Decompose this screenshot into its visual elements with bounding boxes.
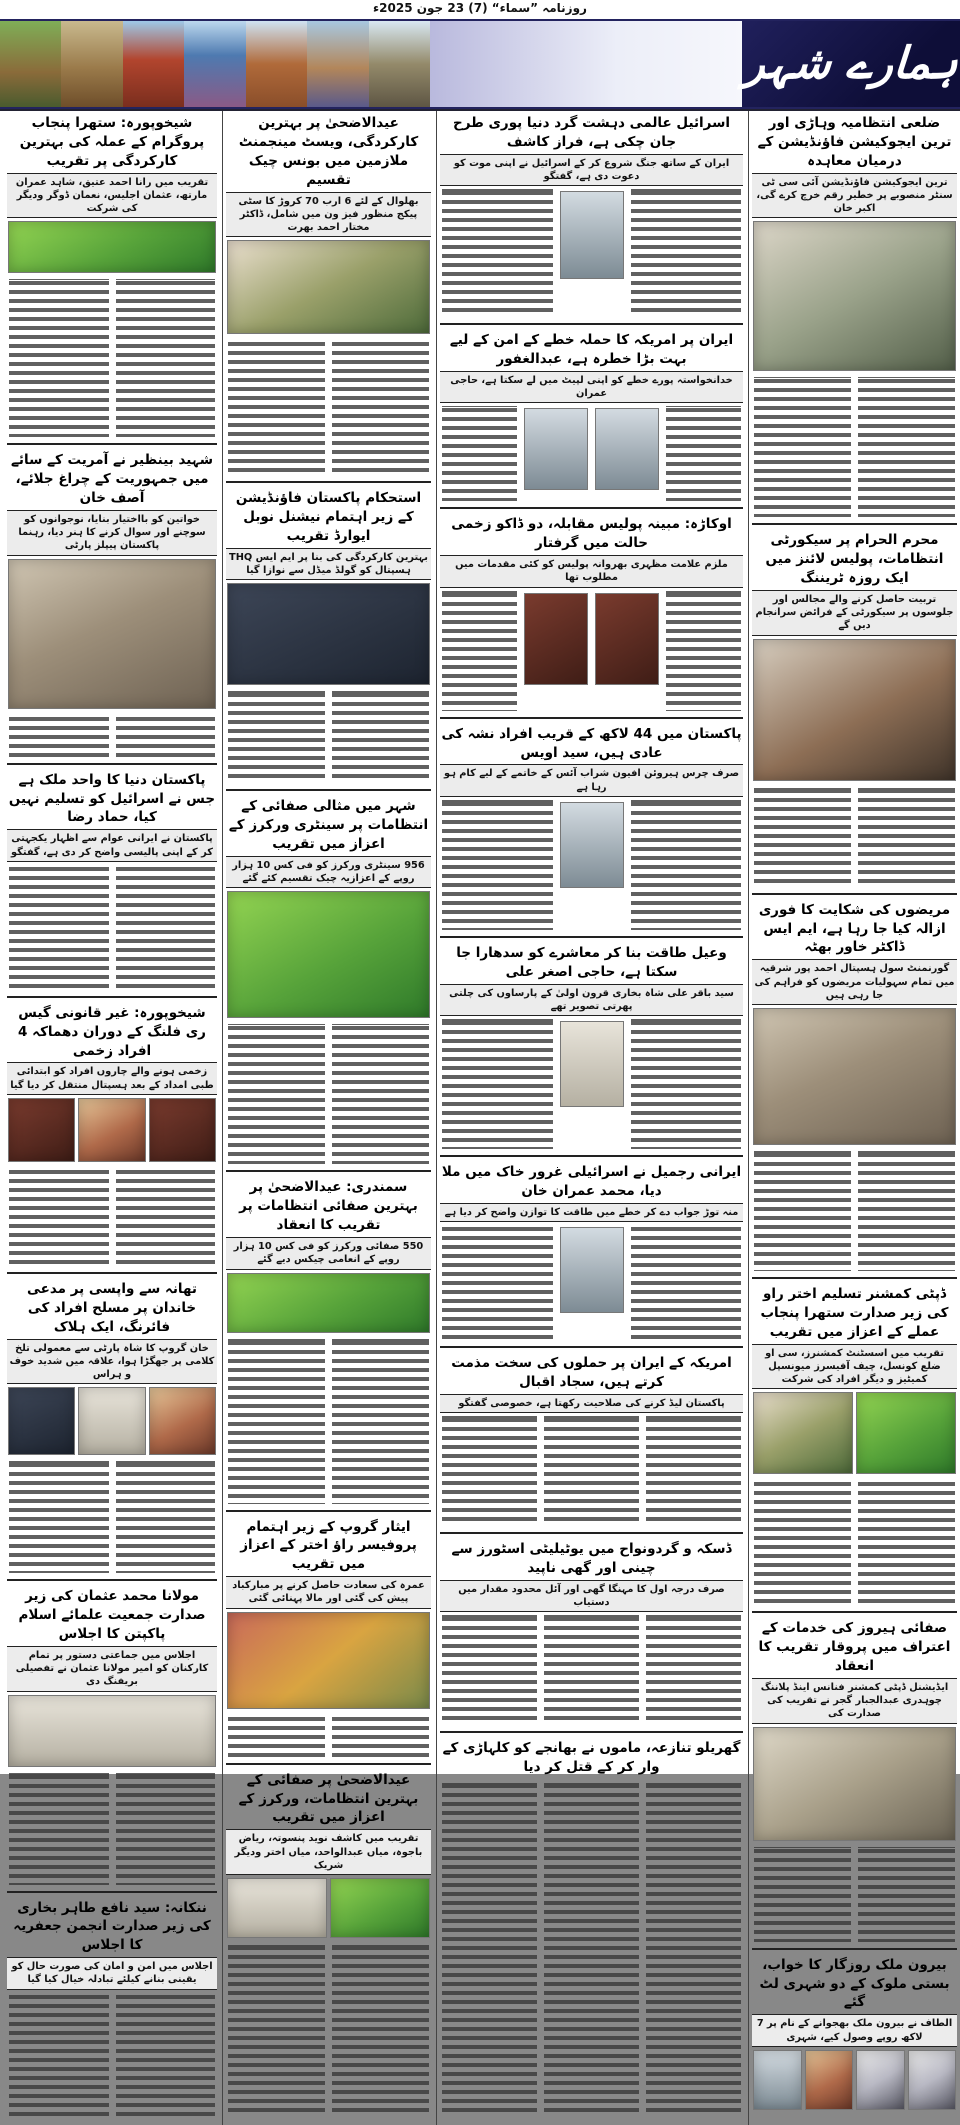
article-subhead: منہ توڑ جواب دے کر خطے میں طاقت کا توازن واضح کر دیا ہے xyxy=(440,1203,743,1222)
article-haji-asghar-ali xyxy=(440,941,743,1157)
photo-injured-suspect xyxy=(595,593,659,685)
page-title: ہمارے شہر xyxy=(742,38,960,89)
article-sajjad-iqbal-statement xyxy=(440,1351,743,1534)
article-subhead: خان گروپ کا شاہ پارٹی سے معمولی تلخ کلامی پر جھگڑا ہوا، علاقہ میں شدید خوف و ہراس xyxy=(7,1339,217,1385)
article-subhead: تقریب میں اسسٹنٹ کمشنرز، سی او ضلع کونسل، چیف آفیسرز میونسپل کمیٹیز و دیگر افراد کی شرکت xyxy=(752,1344,957,1390)
photo-clerics-group xyxy=(8,1695,216,1767)
article-headline: شیخوپورہ: غیر قانونی گیس ری فلنگ کے دوران دھماکہ 4 افراد زخمی xyxy=(18,1004,206,1059)
article-body-text xyxy=(9,279,215,437)
monument-photo xyxy=(0,21,61,107)
article-headline: پاکستان میں 44 لاکھ کے قریب افراد نشہ کی عادی ہیں، سید اویس xyxy=(441,725,742,761)
photo-portrait xyxy=(560,802,624,888)
article-subhead: عمرہ کی سعادت حاصل کرنے پر مبارکباد پیش کی گئی اور مالا پہنائی گئی xyxy=(226,1576,431,1608)
article-headline: سمندری: عیدالاضحیٰ پر بہترین صفائی انتظامات پر تقریب کا انعقاد xyxy=(239,1179,418,1234)
article-israel-faraz-kashif xyxy=(440,111,743,325)
article-subhead: تربیت حاصل کرنے والے مجالس اور جلوسوں پر سیکورٹی کے فرائض سرانجام دیں گے xyxy=(752,590,957,636)
article-body-text xyxy=(442,1019,741,1149)
article-subhead: ملزم علامت مظہری بھروانہ پولیس کو کئی مقدمات میں مطلوب تھا xyxy=(440,555,743,587)
article-body-text xyxy=(442,189,741,317)
photo-row xyxy=(8,1387,216,1455)
article-body-text xyxy=(442,1416,741,1526)
monument-photo xyxy=(369,21,430,107)
article-body-text xyxy=(228,691,429,783)
photo-cheque-presentation xyxy=(753,1727,956,1841)
article-jui-pakpattan-meeting xyxy=(7,1584,217,1892)
article-headline: اسرائیل عالمی دہشت گرد دنیا پوری طرح جان چکی ہے، فراز کاشف xyxy=(453,115,730,150)
article-nankana-anjuman-jafria xyxy=(7,1896,217,2122)
article-subhead: ایڈیشنل ڈپٹی کمشنر فنانس اینڈ پلاننگ چوہدری عبدالجبار گجر نے تقریب کی صدارت کی xyxy=(752,1678,957,1724)
article-subhead: صرف درجہ اول کا مہنگا گھی اور آئل محدود مقدار میں دستیاب xyxy=(440,1580,743,1612)
article-dc-suthra-punjab-ceremony xyxy=(752,1282,957,1613)
article-subhead: خواتین کو بااختیار بنایا، نوجوانوں کو سوچنے اور سوال کرنے کا ہنر دیا، رہنما پاکستان پیپلز پارٹی xyxy=(7,510,217,556)
article-rao-akhtar-honour xyxy=(226,1515,431,1765)
article-headline: عیدالاضحیٰ پر بہترین کارکردگی، ویسٹ مینجمنٹ ملازمین میں بونس چیک تقسیم xyxy=(238,115,419,188)
photo-burn-victim xyxy=(149,1098,216,1162)
article-body-text xyxy=(9,1461,215,1573)
article-headline: ایرانی رجمیل نے اسرائیلی غرور خاک میں ملا دیا، محمد عمران خان xyxy=(441,1164,742,1199)
article-subhead: اجلاس میں جماعتی دستور پر تمام کارکنان کو امیر مولانا عثمان نے تفصیلی بریفنگ دی xyxy=(7,1646,217,1692)
article-headline: ننکانہ: سید نافع طاہر بخاری کی زیر صدارت انجمن جعفریہ کا اجلاس xyxy=(13,1899,211,1954)
photo-workers-group xyxy=(227,891,430,1018)
photo-garland-ceremony xyxy=(227,1612,430,1709)
article-headline: ضلعی انتظامیہ وہاڑی اور ترین ایجوکیشن فاؤنڈیشن کے درمیان معاہدہ xyxy=(757,115,952,169)
article-body-text xyxy=(442,1782,741,2116)
photo-hall-audience xyxy=(227,1878,327,1938)
photo-ceremony-right xyxy=(753,1392,853,1474)
photo-row xyxy=(753,2050,956,2110)
article-headline: ایران پر امریکہ کا حملہ خطے کے امن کے لیے بہت بڑا خطرہ ہے، عبدالغفور xyxy=(449,332,734,368)
article-body-text xyxy=(442,1615,741,1725)
photo-documents xyxy=(856,2050,905,2110)
photo-office-meeting xyxy=(753,1008,956,1145)
article-body-text xyxy=(442,406,741,501)
article-subhead: زخمی ہونے والے چاروں افراد کو ابتدائی طبی امداد کے بعد ہسپتال منتقل کر دیا گیا xyxy=(7,1062,217,1094)
article-subhead: گورنمنٹ سول ہسپتال احمد پور شرقیہ میں تمام سہولیات مریضوں کو فراہم کی جا رہی ہیں xyxy=(752,959,957,1005)
article-subhead: تقریب میں رانا احمد عتیق، شاہد عمران مارتھ، عثمان اجلیس، نعمان ڈوگر ودیگر کی شرکت xyxy=(7,173,217,219)
article-subhead: صرف چرس ہیروئن افیون شراب آئس کے خاتمے کے لیے کام ہو رہا ہے xyxy=(440,764,743,796)
article-subhead: ترین ایجوکیشن فاؤنڈیشن آئی سی ٹی سنٹر منصوبے پر خطیر رقم خرچ کرے گی، اکبر خان xyxy=(752,173,957,219)
article-headline: مریضوں کی شکایت کا فوری ازالہ کیا جا رہا ہے، ایم ایس ڈاکٹر خاور بھٹہ xyxy=(758,901,951,956)
article-eid-cleanliness-workers xyxy=(226,1768,431,2122)
monument-photo xyxy=(123,21,184,107)
article-body-text xyxy=(754,787,955,887)
article-headline: ایثار گروپ کے زیر اہتمام پروفیسر راؤ اختر کے اعزاز میں تقریب xyxy=(240,1518,417,1573)
article-body-text xyxy=(442,1225,741,1340)
photo-row xyxy=(8,1098,216,1162)
masthead-title-panel xyxy=(742,21,960,107)
article-body-text xyxy=(228,1944,429,2116)
photo-deceased xyxy=(8,1387,75,1455)
article-subhead: پاکستان نے ایرانی عوام سے اظہار یکجہتی کر کے اپنی پالیسی واضح کر دی ہے، گفتگو xyxy=(7,829,217,861)
photo-portrait xyxy=(524,408,588,490)
monument-photo xyxy=(307,21,368,107)
article-headline: وعیل طاقت بنا کر معاشرے کو سدھارا جا سکتا ہے، حاجی اصغر علی xyxy=(456,944,727,980)
article-iran-us-attack xyxy=(440,328,743,509)
photo-injured-man xyxy=(149,1387,216,1455)
article-body-text xyxy=(228,1024,429,1164)
masthead-banner xyxy=(0,19,960,109)
article-drug-addiction xyxy=(440,722,743,938)
photo-ceremony-left xyxy=(856,1392,956,1474)
article-firing-on-family xyxy=(7,1277,217,1581)
articles-grid xyxy=(0,109,960,2043)
article-body-text xyxy=(754,377,955,517)
photo-burn-victim xyxy=(8,1098,75,1162)
article-headline: عیدالاضحیٰ پر صفائی کے بہترین انتظامات، ورکرز کے اعزاز میں تقریب xyxy=(238,1771,419,1826)
article-safai-heroes xyxy=(752,1616,957,1949)
article-subhead: سید باقر علی شاہ بخاری قرون اولیٰ کے پارساوں کی چلتی پھرتی تصویر تھے xyxy=(440,984,743,1016)
photo-cake-cutting xyxy=(8,559,216,709)
monument-photo xyxy=(61,21,122,107)
article-956-sanitary-workers xyxy=(226,794,431,1172)
article-headline: اوکاڑہ: مبینہ پولیس مقابلہ، دو ڈاکو زخمی حالت میں گرفتار xyxy=(451,516,732,552)
article-imran-khan-statement xyxy=(440,1160,743,1348)
photo-portrait xyxy=(595,408,659,490)
article-headline: شہید بینظیر نے آمریت کے سائے میں جمہوریت کے چراغ جلائے، آصف خان xyxy=(11,452,213,507)
article-gas-refilling-blast xyxy=(7,1001,217,1274)
article-body-text xyxy=(228,1715,429,1757)
article-domestic-dispute-murder xyxy=(440,1736,743,2121)
article-headline: صفائی ہیروز کی خدمات کے اعتراف میں پروقار تقریب کا انعقاد xyxy=(758,1620,951,1675)
column-left xyxy=(4,111,220,2125)
article-subhead: 550 صفائی ورکرز کو فی کس 10 ہزار روپے کے انعامی چیکس دیے گئے xyxy=(226,1237,431,1269)
article-headline: بیرون ملک روزگار کا خواب، بستی ملوک کے دو شہری لٹ گئے xyxy=(759,1956,950,2011)
photo-stage-group xyxy=(227,583,430,685)
article-sheikhupura-suthra-punjab xyxy=(7,111,217,445)
article-subhead: تقریب میں کاشف نوید پنسوتہ، ریاض باجوہ، میاں عبدالواحد، میاں اختر ودیگر شریک xyxy=(226,1829,431,1875)
article-body-text xyxy=(754,1480,955,1605)
photo-award-shield xyxy=(227,240,430,334)
article-body-text xyxy=(754,1151,955,1271)
photo-row xyxy=(753,1392,956,1474)
article-headline: تھانہ سے واپسی پر مدعی خاندان پر مسلح افراد کی فائرنگ، ایک ہلاک xyxy=(26,1280,197,1335)
photo-workers-team xyxy=(227,1273,430,1333)
article-body-text xyxy=(9,715,215,757)
article-body-text xyxy=(9,1773,215,1885)
article-hospital-ms xyxy=(752,898,957,1279)
article-subhead: 956 سینٹری ورکرز کو فی کس 10 ہزار روپے کے اعزازیہ چیک تقسیم کئے گئے xyxy=(226,856,431,888)
photo-portrait xyxy=(560,191,624,279)
photo-security-check xyxy=(753,639,956,781)
article-headline: شہر میں مثالی صفائی کے انتظامات پر سینٹری ورکرز کے اعزاز میں تقریب xyxy=(228,798,429,853)
article-body-text xyxy=(442,591,741,711)
article-utility-stores-shortage xyxy=(440,1537,743,1733)
article-body-text xyxy=(9,1993,215,2116)
article-headline: استحکام پاکستان فاؤنڈیشن کے زیر اہتمام نیشنل نوبل ایوارڈ تقریب xyxy=(235,490,422,544)
monument-photo xyxy=(246,21,307,107)
photo-burn-victim xyxy=(78,1098,145,1162)
article-vehari-mou xyxy=(752,111,957,525)
photo-injured-suspect xyxy=(524,593,588,685)
article-subhead: خدانخواستہ پورے خطے کو اپنی لپیٹ میں لے سکتا ہے، حاجی عمران xyxy=(440,371,743,403)
monument-photo xyxy=(184,21,245,107)
article-subhead: بھلوال کے لئے 6 ارب 70 کروڑ کا سٹی پیکج منظور فیز ون میں شامل، ڈاکٹر مختار احمد بھرت xyxy=(226,192,431,238)
article-headline: ڈپٹی کمشنر تسلیم اختر راو کی زیر صدارت ستھرا پنجاب عملے کے اعزاز میں تقریب xyxy=(760,1285,949,1340)
article-body-text xyxy=(228,340,429,475)
article-okara-police-encounter xyxy=(440,512,743,718)
photo-mou-signing xyxy=(753,221,956,371)
photo-documents xyxy=(908,2050,957,2110)
article-body-text xyxy=(9,1168,215,1266)
article-muharram-security-training xyxy=(752,528,957,894)
masthead-fade xyxy=(430,21,742,107)
article-headline: شیخوپورہ: ستھرا پنجاب پروگرام کے عملہ کی بہترین کارکردگی پر تقریب xyxy=(19,115,205,169)
photo-row xyxy=(227,1878,430,1938)
column-right xyxy=(748,111,960,2125)
column-middle xyxy=(436,111,746,2125)
article-headline: ڈسکہ و گردونواح میں یوٹیلیٹی اسٹورز سے چینی اور گھی ناپید xyxy=(451,1541,732,1576)
photo-workers-certificates xyxy=(8,221,216,273)
photo-suspect xyxy=(753,2050,802,2110)
city-monuments-montage xyxy=(0,21,430,107)
photo-victims xyxy=(805,2050,854,2110)
article-headline: مولانا محمد عثمان کی زیر صدارت جمعیت علمائے اسلام پاکپتن کا اجلاس xyxy=(18,1588,206,1642)
article-headline: امریکہ کے ایران پر حملوں کی سخت مذمت کرتے ہیں، سجاد اقبال xyxy=(451,1355,732,1390)
photo-workers xyxy=(330,1878,430,1938)
article-headline: گھریلو تنازعہ، ماموں نے بھانجے کو کلہاڑی کے وار کر کے قتل کر دیا xyxy=(442,1740,741,1776)
article-subhead: بہترین کارکردگی کی بنا پر ایم ایس THQ ہسپتال کو گولڈ میڈل سے نوازا گیا xyxy=(226,548,431,580)
article-subhead: اجلاس میں امن و امان کی صورت حال کو یقینی بنانے کیلئے تبادلہ خیال کیا گیا xyxy=(7,1957,217,1989)
dateline: روزنامہ ”سماء“ (7) 23 جون 2025ء xyxy=(373,1,587,15)
column-second-left xyxy=(222,111,434,2125)
article-body-text xyxy=(9,865,215,990)
article-body-text xyxy=(228,1339,429,1504)
article-hammad-raza-israel xyxy=(7,768,217,998)
article-bhalwal-bonus-cheques xyxy=(226,111,431,483)
article-body-text xyxy=(754,1847,955,1942)
article-nobel-award-ceremony xyxy=(226,486,431,791)
article-basti-malook-fraud xyxy=(752,1953,957,2122)
article-samundri-550-workers xyxy=(226,1175,431,1511)
photo-elderly-victim xyxy=(78,1387,145,1455)
article-subhead: الطاف نے بیرون ملک بھجوانے کے نام پر 7 لاکھ روپے وصول کیے، شہری xyxy=(752,2014,957,2046)
article-subhead: ایران کے ساتھ جنگ شروع کر کے اسرائیل نے اپنی موت کو دعوت دی ہے، گفتگو xyxy=(440,154,743,186)
article-headline: پاکستان دنیا کا واحد ملک ہے جس نے اسرائیل کو تسلیم نہیں کیا، حماد رضا xyxy=(8,771,216,826)
article-body-text xyxy=(442,800,741,930)
photo-portrait-elder xyxy=(560,1021,624,1107)
photo-portrait xyxy=(560,1227,624,1313)
article-benazir-democracy xyxy=(7,448,217,764)
article-subhead: پاکستان لیڈ کرنے کی صلاحیت رکھتا ہے، خصوصی گفتگو xyxy=(440,1394,743,1413)
article-headline: محرم الحرام پر سیکورٹی انتظامات، پولیس لائنز میں ایک روزہ ٹریننگ xyxy=(765,532,944,587)
